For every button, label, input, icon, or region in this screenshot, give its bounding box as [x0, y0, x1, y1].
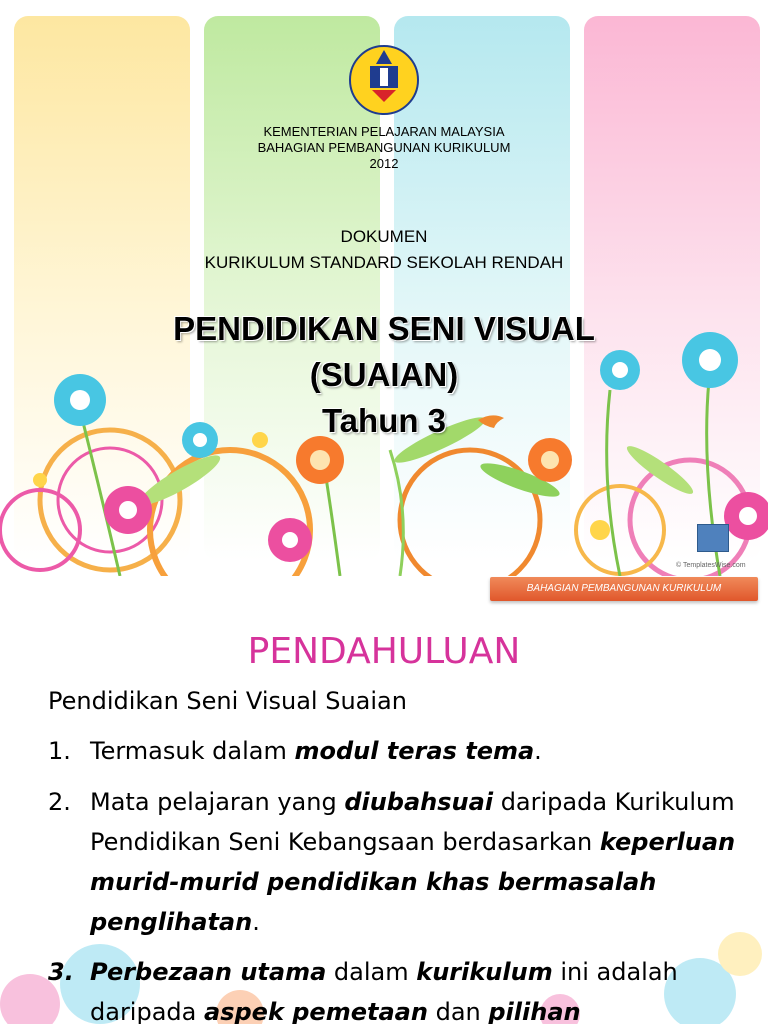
division-footer-band: [490, 577, 758, 601]
curriculum-name: KURIKULUM STANDARD SEKOLAH RENDAH: [204, 253, 564, 272]
item-number: 2.: [48, 788, 71, 816]
publication-year: 2012: [369, 156, 399, 171]
item-emphasis: diubahsuai: [344, 788, 494, 816]
year-level: Tahun 3: [321, 402, 447, 439]
ministry-name: KEMENTERIAN PELAJARAN MALAYSIA: [263, 124, 505, 139]
item-text: ini adalah daripada: [90, 958, 678, 1024]
item-text: .: [252, 908, 260, 936]
ministry-crest: [346, 42, 422, 118]
division-name: BAHAGIAN PEMBANGUNAN KURIKULUM: [257, 140, 511, 155]
list-item: [48, 782, 738, 942]
section-heading: PENDAHULUAN: [247, 631, 521, 672]
item-emphasis: aspek pemetaan: [204, 998, 428, 1024]
item-text: dalam: [326, 958, 417, 986]
item-number: 3.: [48, 958, 74, 986]
item-emphasis: modul teras tema: [294, 737, 535, 765]
list-item: [48, 731, 738, 771]
item-emphasis: kurikulum: [416, 958, 553, 986]
item-text: .: [534, 737, 542, 765]
subject-title: PENDIDIKAN SENI VISUAL: [173, 310, 595, 347]
item-text: daripada Kurikulum Pendidikan Seni Kebangsaan berdasarkan: [90, 788, 735, 856]
intro-slide: [0, 576, 768, 1024]
item-emphasis: pilihan: [488, 998, 581, 1024]
item-text: dan: [427, 998, 489, 1024]
item-emphasis: keperluan murid-murid pendidikan khas bermasalah penglihatan: [90, 828, 736, 936]
item-emphasis: Perbezaan utama: [90, 958, 327, 986]
footer-band-label: BAHAGIAN PEMBANGUNAN KURIKULUM: [526, 583, 722, 594]
document-label: DOKUMEN: [340, 227, 428, 246]
item-text: Mata pelajaran yang: [90, 788, 345, 816]
item-text: Termasuk dalam: [90, 737, 295, 765]
item-number: 1.: [48, 737, 71, 765]
list-item: [48, 952, 738, 1024]
template-credit: © TemplatesWise.com: [676, 562, 746, 569]
section-subheading: Pendidikan Seni Visual Suaian: [48, 687, 407, 715]
subject-variant: (SUAIAN): [309, 356, 459, 393]
navigation-square[interactable]: [697, 524, 729, 552]
